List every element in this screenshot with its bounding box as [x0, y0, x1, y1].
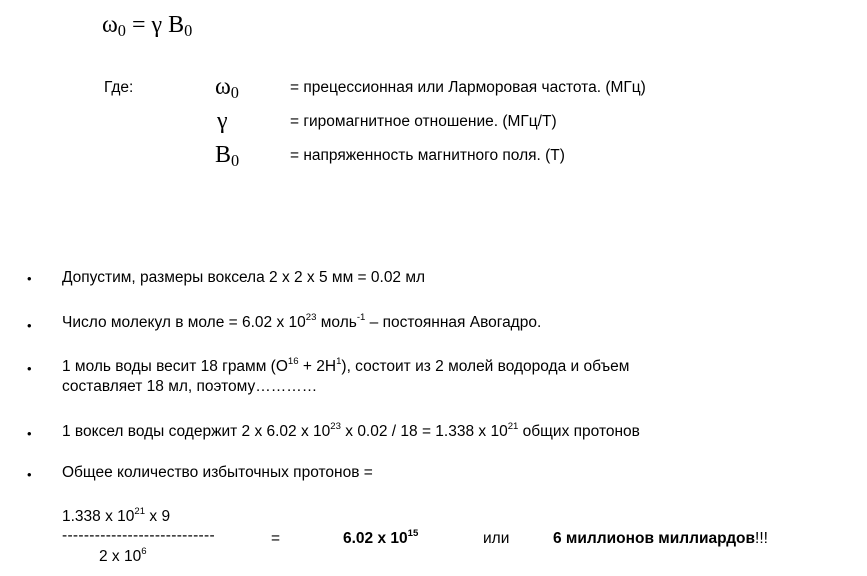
bullet-avogadro: Число молекул в моле = 6.02 x $10^{23}$ моль$^{-1}$ – постоянная Авогадро.: [62, 312, 542, 331]
fraction-denominator: 2 x $10^6$: [99, 546, 147, 565]
fraction-numerator: 1.338 x $10^{21}$ x 9: [62, 506, 171, 525]
bullet-icon: •: [27, 467, 32, 482]
bullet-icon: •: [27, 271, 32, 286]
result-words: 6 миллионов миллиардов!!!: [553, 530, 768, 547]
omega-symbol: $\omega_0$: [215, 74, 239, 102]
or-word: или: [483, 530, 510, 547]
where-label: Где:: [104, 79, 134, 96]
result-value: 6.02 x $10^{15}$: [343, 528, 419, 547]
bullet-icon: •: [27, 361, 32, 376]
main-formula: $\omega_0 = \gamma$ $B_0$: [102, 12, 193, 40]
b0-symbol: $B_0$: [215, 142, 240, 170]
bullet-voxel-protons: 1 воксел воды содержит 2 x 6.02 x $10^{23}$ x 0.02 / 18 = 1.338 x $10^{21}$ общих протонов: [62, 421, 640, 440]
bullet-excess-protons: Общее количество избыточных протонов =: [62, 464, 373, 481]
bullet-voxel-size: Допустим, размеры воксела 2 x 2 x 5 мм = 0.02 мл: [62, 269, 426, 286]
gamma-symbol: γ: [217, 108, 228, 134]
bullet-water-mole-line2: составляет 18 мл, поэтому…………: [62, 378, 318, 395]
gamma-definition: = гиромагнитное отношение. (МГц/T): [290, 113, 557, 130]
equals-sign: =: [271, 530, 281, 547]
bullet-icon: •: [27, 426, 32, 441]
omega-definition: = прецессионная или Ларморовая частота. (МГц): [290, 79, 646, 96]
bullet-icon: •: [27, 318, 32, 333]
bullet-water-mole: 1 моль воды весит 18 грамм $(O^{16} + 2H^1)$, состоит из 2 молей водорода и объем: [62, 356, 630, 375]
b0-definition: = напряженность магнитного поля. (T): [290, 147, 565, 164]
fraction-line: ----------------------------: [62, 527, 215, 544]
